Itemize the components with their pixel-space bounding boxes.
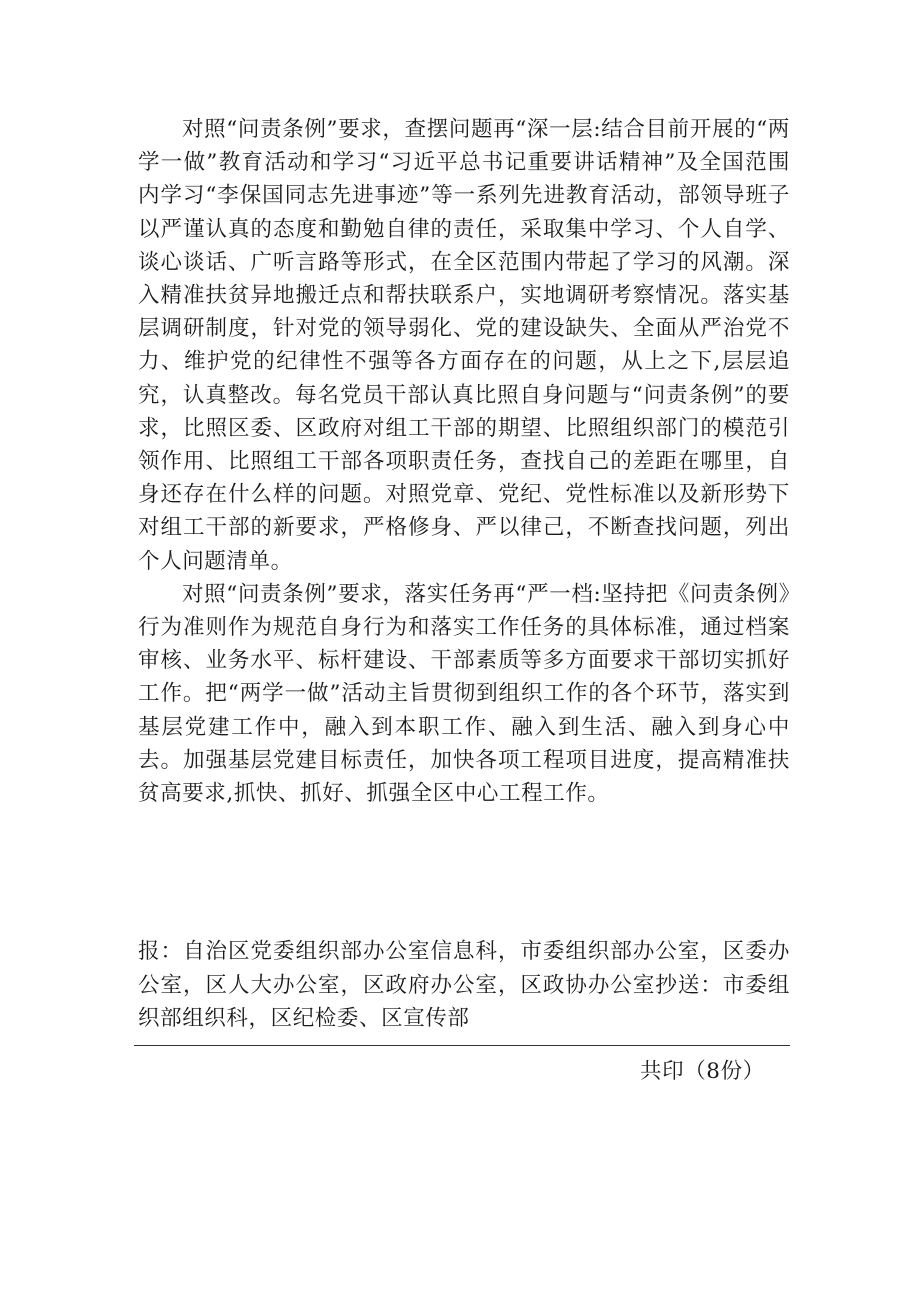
paragraph-accountability-review: 对照“问责条例”要求，查摆问题再“深一层:结合目前开展的“两学一做”教育活动和学习“习近平总书记重要讲话精神”及全国范围内学习“李保国同志先进事迹”等一系列先进教育活动，部领导班子以严谨认真的态度和勤勉自律的责任，采取集中学习、个人自学、谈心谈话、广听言路等形式，在全区范围内带起了学习的风潮。深入精准扶贫异地搬迁点和帮扶联系户，实地调研考察情况。落实基层调研制度，针对党的领导弱化、党的建设缺失、全面从严治党不力、维护党的纪律性不强等各方面存在的问题，从上之下,层层追究，认真整改。每名党员干部认真比照自身问题与“问责条例”的要求，比照区委、区政府对组工干部的期望、比照组织部门的模范引领作用、比照组工干部各项职责任务，查找自己的差距在哪里，自身还存在什么样的问题。对照党章、党纪、党性标准以及新形势下对组工干部的新要求，严格修身、严以律己，不断查找问题，列出个人问题清单。 — [138, 117, 790, 574]
distribution-block — [138, 935, 790, 1036]
distribution-list: 报：自治区党委组织部办公室信息科，市委组织部办公室，区委办公室，区人大办公室，区政府办公室，区政协办公室抄送：市委组织部组织科，区纪检委、区宣传部 — [138, 939, 790, 1032]
footer-divider — [134, 1045, 790, 1046]
document-body — [138, 113, 790, 810]
paragraph-task-implementation: 对照“问责条例”要求，落实任务再“严一档:坚持把《问责条例》行为准则作为规范自身行为和落实工作任务的具体标准，通过档案审核、业务水平、标杆建设、干部素质等多方面要求干部切实抓好工作。把“两学一做”活动主旨贯彻到组织工作的各个环节，落实到基层党建工作中，融入到本职工作、融入到生活、融入到身心中去。加强基层党建目标责任，加快各项工程项目进度，提高精准扶贫高要求,抓快、抓好、抓强全区中心工程工作。 — [138, 581, 790, 807]
print-count: 共印（8份） — [640, 1059, 765, 1084]
